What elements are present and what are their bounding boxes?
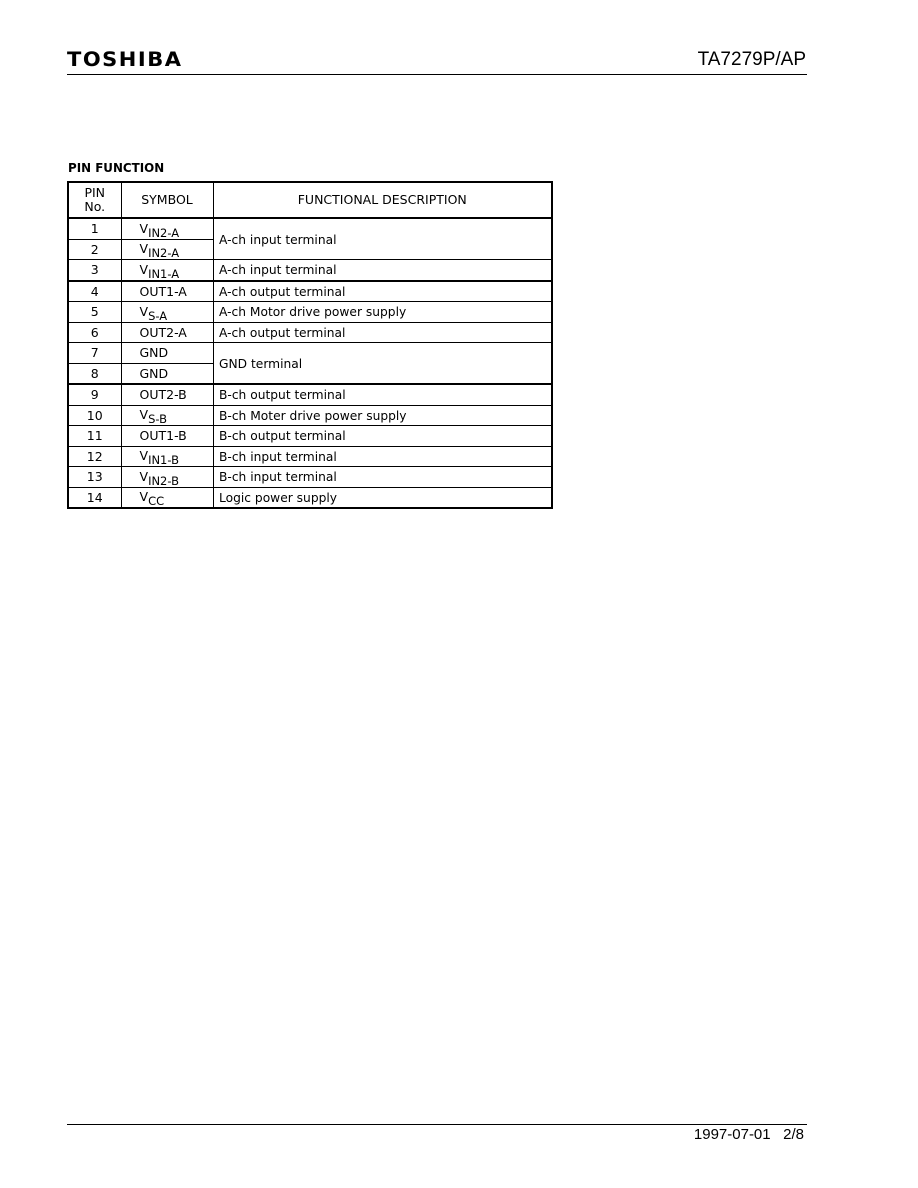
table-row bbox=[68, 281, 552, 302]
pin-number: 5 bbox=[68, 302, 121, 323]
pin-number: 6 bbox=[68, 322, 121, 343]
pin-symbol: VIN1-A bbox=[121, 260, 213, 281]
pin-number: 13 bbox=[68, 467, 121, 488]
pin-description: B-ch Moter drive power supply bbox=[213, 405, 552, 426]
section-title: PIN FUNCTION bbox=[68, 160, 165, 175]
pin-number: 14 bbox=[68, 487, 121, 508]
pin-number: 8 bbox=[68, 363, 121, 384]
pin-symbol: OUT2-B bbox=[121, 384, 213, 405]
table-row bbox=[68, 322, 552, 343]
pin-symbol: OUT2-A bbox=[121, 322, 213, 343]
pin-symbol: VIN1-B bbox=[121, 446, 213, 467]
header-divider bbox=[67, 74, 807, 75]
pin-number: 1 bbox=[68, 218, 121, 239]
table-row bbox=[68, 426, 552, 447]
pin-symbol: VCC bbox=[121, 487, 213, 508]
pin-description: B-ch input terminal bbox=[213, 467, 552, 488]
pin-function-table bbox=[67, 181, 553, 509]
table-row bbox=[68, 487, 552, 508]
pin-description: A-ch output terminal bbox=[213, 322, 552, 343]
footer-divider bbox=[67, 1124, 807, 1125]
pin-number: 4 bbox=[68, 281, 121, 302]
pin-number: 12 bbox=[68, 446, 121, 467]
footer bbox=[694, 1126, 804, 1143]
table-row bbox=[68, 218, 552, 239]
table-row bbox=[68, 446, 552, 467]
pin-symbol: VS-A bbox=[121, 302, 213, 323]
pin-number: 11 bbox=[68, 426, 121, 447]
pin-number: 10 bbox=[68, 405, 121, 426]
pin-description: Logic power supply bbox=[213, 487, 552, 508]
column-header-symbol: SYMBOL bbox=[121, 182, 213, 218]
table-row bbox=[68, 302, 552, 323]
column-header-pin-line2: No. bbox=[84, 199, 106, 214]
pin-number: 2 bbox=[68, 239, 121, 260]
page-number: 2/8 bbox=[783, 1126, 804, 1143]
pin-symbol: GND bbox=[121, 363, 213, 384]
pin-number: 3 bbox=[68, 260, 121, 281]
table-row bbox=[68, 343, 552, 364]
part-number: TA7279P/AP bbox=[697, 49, 806, 70]
brand-logo: TOSHIBA bbox=[67, 48, 183, 71]
pin-symbol: OUT1-B bbox=[121, 426, 213, 447]
table-row bbox=[68, 384, 552, 405]
pin-description: A-ch input terminal bbox=[213, 260, 552, 281]
column-header-pin-line1: PIN bbox=[84, 185, 106, 200]
pin-symbol: VIN2-A bbox=[121, 218, 213, 239]
pin-description: GND terminal bbox=[213, 343, 552, 385]
pin-symbol: VIN2-B bbox=[121, 467, 213, 488]
column-header-description: FUNCTIONAL DESCRIPTION bbox=[213, 182, 552, 218]
pin-symbol: GND bbox=[121, 343, 213, 364]
pin-description: A-ch output terminal bbox=[213, 281, 552, 302]
pin-number: 7 bbox=[68, 343, 121, 364]
pin-description: A-ch Motor drive power supply bbox=[213, 302, 552, 323]
pin-description: B-ch input terminal bbox=[213, 446, 552, 467]
table-row bbox=[68, 260, 552, 281]
pin-description: B-ch output terminal bbox=[213, 426, 552, 447]
pin-description: A-ch input terminal bbox=[213, 218, 552, 260]
pin-symbol: VS-B bbox=[121, 405, 213, 426]
table-row bbox=[68, 405, 552, 426]
footer-date: 1997-07-01 bbox=[693, 1126, 771, 1143]
pin-symbol: OUT1-A bbox=[121, 281, 213, 302]
pin-description: B-ch output terminal bbox=[213, 384, 552, 405]
pin-symbol: VIN2-A bbox=[121, 239, 213, 260]
pin-number: 9 bbox=[68, 384, 121, 405]
table-row bbox=[68, 467, 552, 488]
column-header-pin bbox=[68, 182, 121, 218]
table-header-row bbox=[68, 182, 552, 218]
